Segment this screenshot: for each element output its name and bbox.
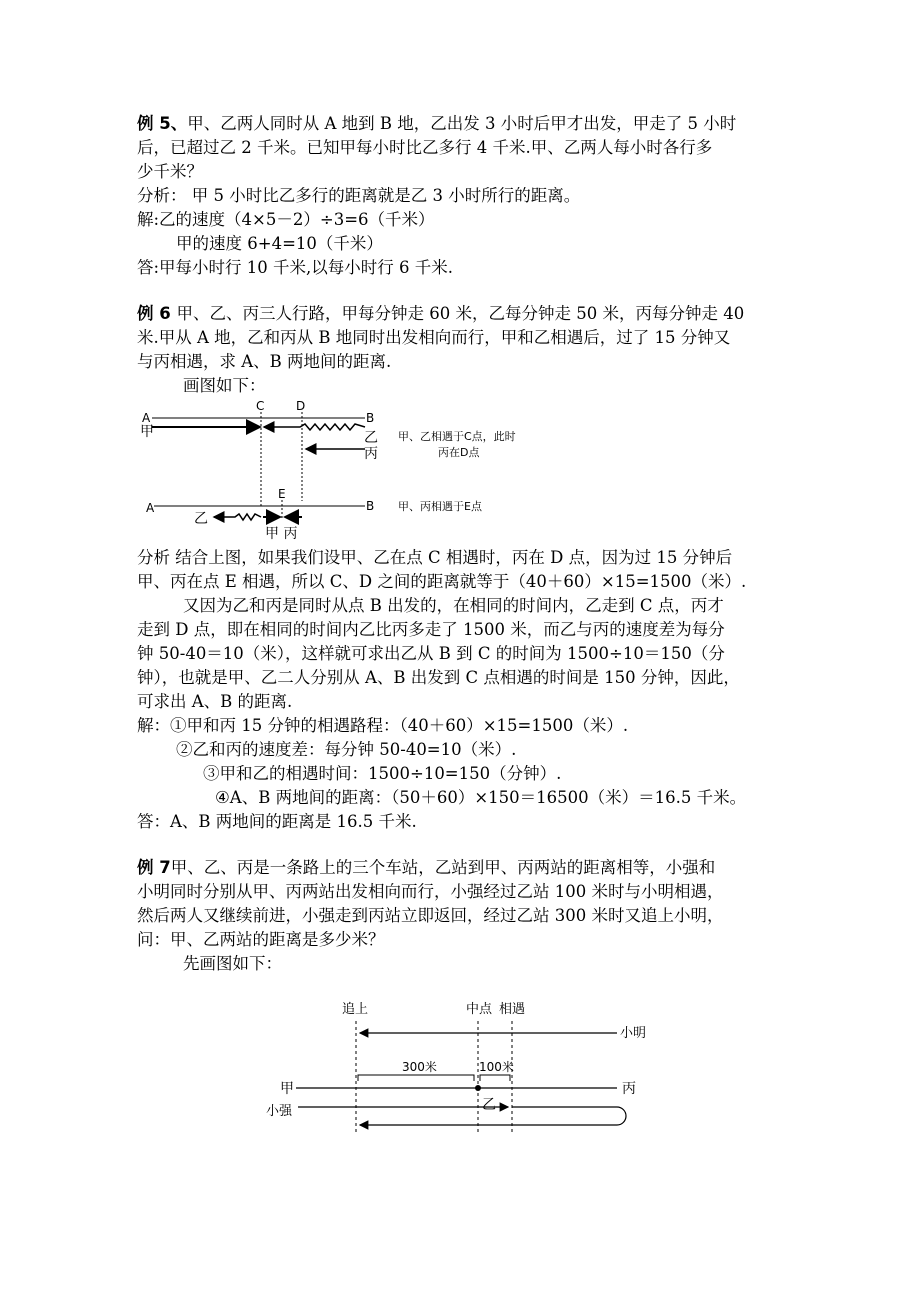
ex7-line3: 然后两人又继续前进，小强走到丙站立即返回，经过乙站 300 米时又追上小明，: [137, 906, 724, 925]
diagram1-label-bing: 丙: [364, 446, 378, 462]
ex6-solution-3: ③甲和乙的相遇时间：1500÷10=150（分钟）.: [203, 764, 562, 783]
ex5-line2: 后，已超过乙 2 千米。已知甲每小时比乙多行 4 千米.甲、乙两人每小时各行多: [137, 138, 713, 157]
label-100m: 100米: [479, 1060, 514, 1074]
ex7-line4: 问：甲、乙两站的距离是多少米？: [137, 930, 385, 949]
station-yi-dot: [475, 1085, 481, 1091]
ex6-line1: 例 6 甲、乙、丙三人行路，甲每分钟走 60 米，乙每分钟走 50 米，丙每分钟走 40: [137, 304, 745, 323]
ex6-analysis-4: 走到 D 点，即在相同的时间内乙比丙多走了 1500 米，而乙与丙的速度差为每分: [137, 620, 725, 639]
label-xiaoming: 小明: [620, 1026, 647, 1041]
label-meet: 相遇: [499, 1002, 526, 1017]
label-midpoint: 中点: [466, 1002, 493, 1017]
ex6-label: 例 6: [137, 304, 177, 323]
label-300m: 300米: [402, 1060, 437, 1074]
label-bing: 丙: [622, 1081, 636, 1097]
ex5-label: 例 5、: [137, 114, 188, 133]
ex7-line1: 例 7甲、乙、丙是一条路上的三个车站，乙站到甲、丙两站的距离相等，小强和: [137, 858, 716, 877]
ex5-solution-1: 解:乙的速度（4×5－2）÷3=6（千米）: [137, 210, 435, 229]
ex5-line3: 少千米？: [137, 162, 203, 181]
diagram1-label-c: C: [256, 399, 265, 413]
ex6-analysis-3: 又因为乙和丙是同时从点 B 出发的，在相同的时间内，乙走到 C 点，丙才: [183, 596, 724, 615]
label-yi: 乙: [482, 1097, 496, 1113]
ex6-analysis-6: 钟），也就是甲、乙二人分别从 A、B 出发到 C 点相遇的时间是 150 分钟，因此，: [137, 668, 740, 687]
diagram1-label-b-top: B: [366, 411, 375, 425]
ex6-line3: 与丙相遇，求 A、B 两地间的距离.: [137, 352, 392, 371]
ex5-analysis: 分析： 甲 5 小时比乙多行的距离就是乙 3 小时所行的距离。: [137, 186, 581, 205]
label-jia: 甲: [280, 1081, 294, 1097]
diagram1-note-2: 丙在D点: [438, 446, 480, 459]
diagram1-label-jia: 甲: [140, 424, 154, 440]
ex6-draw-intro: 画图如下：: [183, 376, 266, 395]
diagram2-label-e: E: [278, 487, 286, 501]
ex6-analysis-7: 可求出 A、B 的距离.: [137, 692, 293, 711]
ex6-solution-1: 解：①甲和丙 15 分钟的相遇路程：（40＋60）×15=1500（米）.: [137, 716, 629, 735]
ex6-analysis-5: 钟 50-40＝10（米），这样就可求出乙从 B 到 C 的时间为 1500÷10＝150（分: [137, 644, 725, 663]
ex6-solution-2: ②乙和丙的速度差：每分钟 50-40=10（米）.: [176, 740, 517, 759]
ex7-diagram: [262, 995, 662, 1145]
diagram1-label-yi: 乙: [364, 430, 378, 446]
ex6-analysis-2: 甲、丙在点 E 相遇，所以 C、D 之间的距离就等于（40＋60）×15=1500（米）.: [137, 572, 747, 591]
diagram2-label-yi: 乙: [194, 511, 208, 527]
diagram2-note: 甲、丙相遇于E点: [398, 500, 482, 513]
ex5-solution-2: 甲的速度 6+4=10（千米）: [176, 234, 383, 253]
label-xiaoqiang: 小强: [266, 1104, 293, 1119]
diagram2-label-b: B: [366, 499, 375, 513]
ex5-line1: 例 5、甲、乙两人同时从 A 地到 B 地，乙出发 3 小时后甲才出发，甲走了 5 小时: [137, 114, 737, 133]
diagram1-label-d: D: [296, 399, 306, 413]
ex5-answer: 答:甲每小时行 10 千米,以每小时行 6 千米.: [137, 258, 454, 277]
ex6-diagram: [130, 396, 530, 544]
diagram1-note-1: 甲、乙相遇于C点，此时: [398, 430, 516, 443]
ex7-line2: 小明同时分别从甲、丙两站出发相向而行，小强经过乙站 100 米时与小明相遇，: [137, 882, 724, 901]
label-catch-up: 追上: [342, 1002, 369, 1017]
ex6-line2: 米.甲从 A 地，乙和丙从 B 地同时出发相向而行，甲和乙相遇后，过了 15 分钟又: [137, 328, 731, 347]
diagram1-label-a: A: [142, 411, 151, 425]
ex6-answer: 答：A、B 两地间的距离是 16.5 千米.: [137, 812, 417, 831]
ex7-draw-intro: 先画图如下：: [183, 954, 282, 973]
ex6-analysis-1: 分析 结合上图，如果我们设甲、乙在点 C 相遇时，丙在 D 点，因为过 15 分钟后: [137, 548, 733, 567]
ex7-label: 例 7: [137, 858, 171, 877]
diagram2-label-a: A: [146, 501, 155, 515]
ex6-solution-4: ④A、B 两地间的距离：（50＋60）×150＝16500（米）＝16.5 千米。: [215, 788, 747, 807]
diagram2-label-jia-bing: 甲 丙: [265, 526, 298, 542]
